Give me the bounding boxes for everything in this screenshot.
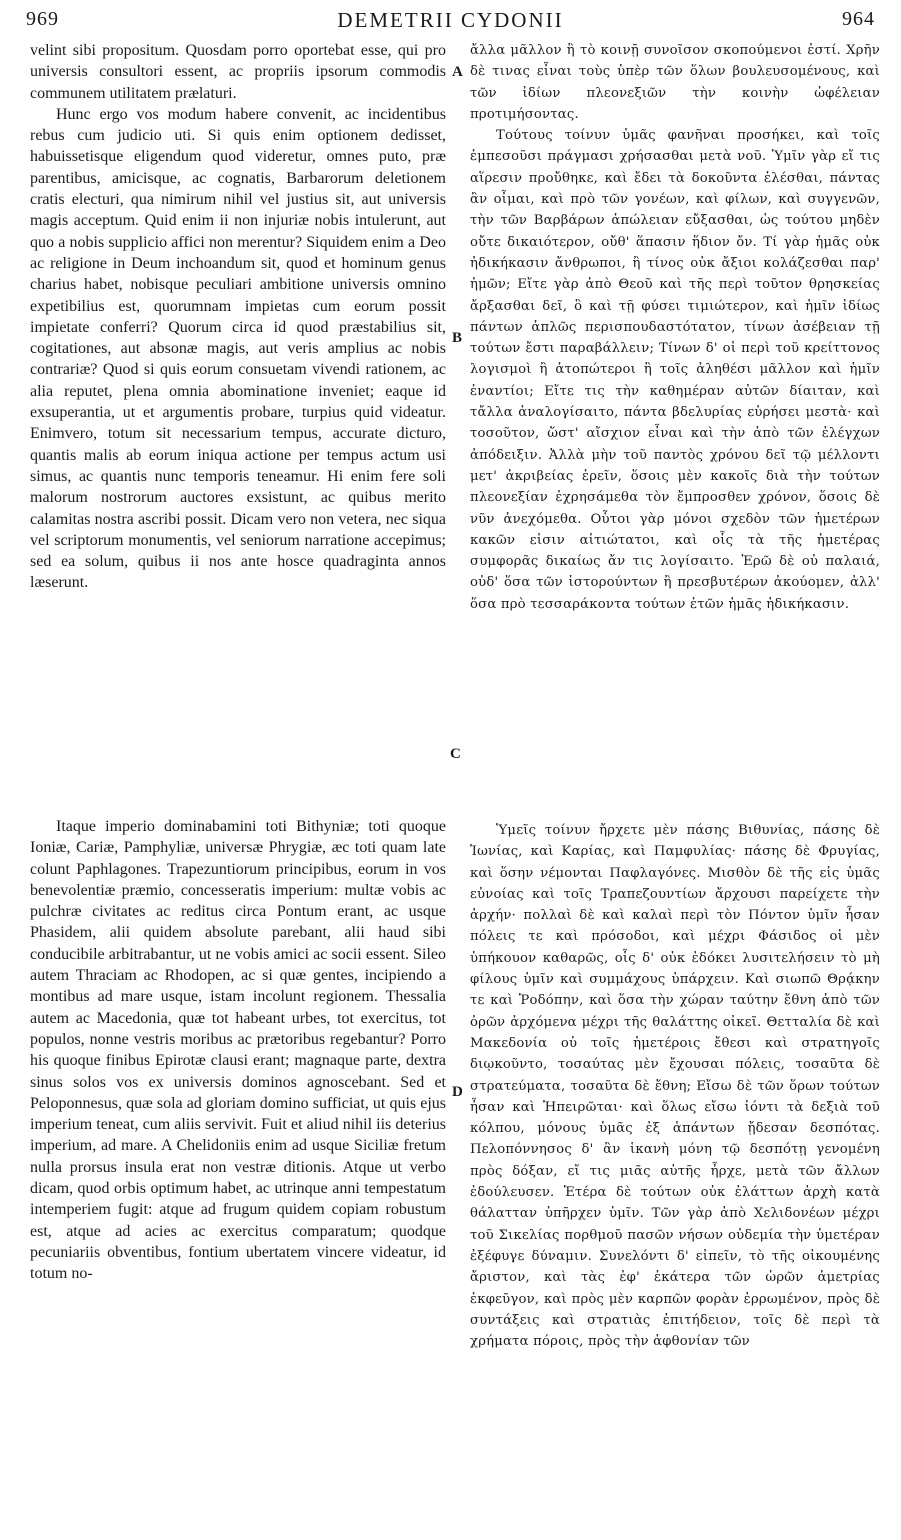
greek-paragraph-1: ἄλλα μᾶλλον ἢ τὸ κοινῇ συνοῖσον σκοπούμενοι ἐστί. Χρῆν δὲ τινας εἶναι τοὺς ὑπὲρ τῶν ὅλων βουλευσομένους, καὶ τῶν ἰδίων πλεονεξιῶν τὴν κοινὴν ὠφέλειαν προτιμήσοντας. (470, 43, 880, 122)
latin-paragraph-2: Hunc ergo vos modum habere convenit, ac incidentibus rebus cum judicio uti. Si quis enim optionem dedisset, habuissetisque eligendum quod videretur, omnes puto, præ parentibus, amicisque, ac cognatis, Barbarorum deletionem cratis electuri, qua nimirum nihil vel justius sit, aut universis magis acceptum. Quid enim ii non injuriæ nobis intulerunt, aut quo a nobis supplicio affici non merentur? Siquidem enim a Deo ac religione in Deum inchoandum sit, quod et hominum genus charius habet, nobisque peculiari ambitione universis omnino expetibilius est, quorumnam impietas cum eorum possit impietate conferri? Quorum circa id quod præstabilius sit, cogitationes, aut absonæ magis, aut veris amplius ac nobis contrariæ? Quod si quis eorum consuetam vivendi rationem, ac alia reputet, plena omnia abominatione inveniet; eaque id exsuperantia, ut et argumentis probare, turpius quid videatur. Enimvero, totum sit necessarium tempus, accurate dicturo, quantis malis ab eorum iniqua actione per tempus actum usi simus, ac quantis nunc temporis teneamur. Hi enim fere soli malorum nostrorum auctores exsistunt, ac quibus merito calamitas nostra ascribi possit. Dicam vero non vetera, nec siqua vel scriptorum monumentis, vel seniorum narratione accepimus; sed ea solum, quibus ii nos ante hosce quadraginta annos læserunt. (30, 105, 446, 592)
margin-letter-d: D (452, 1084, 463, 1100)
margin-letter-c: C (450, 746, 461, 762)
latin-paragraph-3: Itaque imperio dominabamini toti Bithyniæ; toti quoque Ioniæ, Cariæ, Pamphyliæ, universæ Phrygiæ, æc toti quam late colunt Paphlagones. Trapezuntiorum principibus, eorum in vos benevolentiæ præmio, concesseratis imperium: multæ vobis ac pulchræ civitates ac reditus circa Pontum erant, ac usque Phasidem, alii quidem absolute parebant, alii haud sibi conducibile arbitrabantur, ut ne vobis amici ac socii essent. Sileo autem Thraciam ac Rhodopen, ac si quæ gentes, incipiendo a montibus ad mare usque, istam incolunt regionem. Thessalia autem ac Macedonia, quæ tot habeant urbes, tot exercitus, tot populos, nonne vestris moribus ac prætoribus regebantur? Porro his quoque finibus Epirotæ clausi erant; magnaque parte, dextra sinus solos vos ex universis dominos agnoscebant. Sed et Peloponnesus, quæ sola ad gloriam domino sufficiat, ut quis ejus imperium teneat, cum aliis servivit. Fuit et aliud nihil iis deterius imperium, ad mare. A Chelidoniis enim ad usque Siciliæ fretum nulla prorsus insula erat non vestræ ditionis. Atque ut verbo dicam, quod orbis optimum habet, ac utrinque anni tempestatum intemperiem fugit: atque ad frugum quidem copiam robustum est, atque ad acies ac exercitus comparatum; quodque pecuniariis obventibus, fontium ubertatem vincere videatur, id totum no- (30, 818, 446, 1283)
latin-block-lower (30, 816, 446, 1285)
margin-letter-b: B (452, 330, 463, 346)
margin-letter-a: A (452, 64, 463, 80)
latin-block-upper (30, 40, 446, 594)
greek-paragraph-2: Τούτους τοίνυν ὑμᾶς φανῆναι προσήκει, καὶ τοῖς ἐμπεσοῦσι πράγμασι χρήσασθαι μετὰ νοῦ. Ὑμῖν γὰρ εἴ τις αἵρεσιν προὔθηκε, καὶ ἔδει τὰ δοκοῦντα ἑλέσθαι, πάντας ἂν οἶμαι, καὶ πρὸ τῶν γονέων, καὶ φίλων, καὶ συγγενῶν, τὴν τῶν Βαρβάρων ἀπώλειαν εὔξασθαι, ὡς τούτου μηδὲν οὔτε δικαιότερον, οὔθ' ἅπασιν ἥδιον ὄν. Τί γὰρ ἡμᾶς οὐκ ἠδικήκασιν ἄνθρωποι, ἢ τίνος οὐκ ἄξιοι κολάζεσθαι παρ' ἡμῶν; Εἴτε γὰρ ἀπὸ Θεοῦ καὶ τῆς περὶ τοῦτον θρησκείας ἄρξασθαι δεῖ, ὃ καὶ τῇ φύσει τιμιώτερον, καὶ ἡμῖν ἰδίως πάντων ἁπλῶς περισπουδαστότατον, τίνων ἀσέβειαν τῇ τούτων ἔστι παραβάλλειν; Τίνων δ' οἱ περὶ τοῦ κρείττονος λογισμοὶ ἢ ἀτοπώτεροι ἢ τοῖς ἀληθέσι μᾶλλον καὶ ἡμῖν ἐναντίοι; Εἴτε τις τὴν καθημέραν αὐτῶν δίαιταν, καὶ τἄλλα ἀναλογίσαιτο, πάντα βδελυρίας εὑρήσει μεστὰ· καὶ τοσοῦτον, ὥστ' αἴσχιον εἶναι καὶ τὴν ἀπὸ τῶν ἐλέγχων ἀπόδειξιν. Ἀλλὰ μὴν τοῦ παντὸς χρόνου δεῖ τῷ μέλλοντι μετ' ἀκριβείας ἐρεῖν, ὅσοις μὲν κακοῖς διὰ τὴν τούτων πλεονεξίαν ἐχρησάμεθα τὸν ἔμπροσθεν χρόνον, ὅσοις δὲ νῦν ἀνεχόμεθα. Οὗτοι γὰρ μόνοι σχεδὸν τῶν ἡμετέρων κακῶν εἰσιν αἰτιώτατοι, καὶ οἷς τὰ τῆς ἡμετέρας συμφορᾶς δικαίως ἄν τις λογίσαιτο. Ἐρῶ δὲ οὐ παλαιά, οὐδ' ὅσα τῶν ἱστορούντων ἢ πρεσβυτέρων ἀκούομεν, ἀλλ' ὅσα πρὸ τεσσαράκοντα τούτων ἐτῶν ἡμᾶς ἠδικήκασιν. (470, 128, 880, 612)
greek-paragraph-3: Ὑμεῖς τοίνυν ἤρχετε μὲν πάσης Βιθυνίας, πάσης δὲ Ἰωνίας, καὶ Καρίας, καὶ Παμφυλίας· πάσης δὲ Φρυγίας, καὶ ὅσην νέμονται Παφλαγόνες. Μισθὸν δὲ τῆς εἰς ὑμᾶς εὐνοίας καὶ τοῖς Τραπεζουντίων ἄρχουσι παρείχετε τὴν ἀρχήν· πολλαὶ δὲ καὶ καλαὶ περὶ τὸν Πόντον ὑμῖν ἦσαν πόλεις τε καὶ πρόσοδοι, καὶ μέχρι Φάσιδος οἱ μὲν ὑπήκουον καθαρῶς, οἷς δ' οὐκ ἐδόκει λυσιτελήσειν τὸ μὴ φίλους ὑμῖν καὶ συμμάχους ὑπάρχειν. Καὶ σιωπῶ Θρᾴκην τε καὶ Ῥοδόπην, καὶ ὅσα τὴν χώραν ταύτην ἔθνη ἀπὸ τῶν ὀρῶν ἀρχόμενα μέχρι τῆς θαλάττης οἰκεῖ. Θετταλία δὲ καὶ Μακεδονία οὐ τοῖς ἡμετέροις ἔθεσι καὶ στρατηγοῖς διῳκοῦντο, τοσαύτας μὲν ἔχουσαι πόλεις, τοσαῦτα δὲ στρατεύματα, τοσαῦτα δὲ ἔθνη; Εἴσω δὲ τῶν ὅρων τούτων ἦσαν καὶ Ἠπειρῶται· καὶ ὅλως εἴσω ἰόντι τὰ δεξιὰ τοῦ κόλπου, μόνους ὑμᾶς ἐξ ἁπάντων ᾔδεσαν δεσπότας. Πελοπόννησος δ' ἂν ἱκανὴ μόνη τῷ δεσπότῃ γενομένη πρὸς δόξαν, εἴ τις μιᾶς αὐτῆς ἦρχε, μετὰ τῶν ἄλλων ἐδούλευσεν. Ἑτέρα δὲ τούτων οὐκ ἐλάττων ἀρχὴ κατὰ θάλατταν ὑπῆρχεν ὑμῖν. Τῶν γὰρ ἀπὸ Χελιδονέων μέχρι τοῦ Σικελίας πορθμοῦ πασῶν νήσων οὐδεμία τὴν ὑμετέραν ἐξέφυγε δύναμιν. Συνελόντι δ' εἰπεῖν, τὸ τῆς οἰκουμένης ἄριστον, καὶ τὰς ἐφ' ἑκάτερα τῶν ὡρῶν ἀμετρίας ἐκφεῦγον, καὶ πρὸς μὲν καρπῶν φορὰν ἐρρωμένον, πρὸς δὲ συντάξεις καὶ στρατιὰς ἐπιτήδειον, τοῖς δὲ περὶ τὰ χρήματα πόροις, πρὸς τὴν ἀφθονίαν τῶν (470, 823, 880, 1350)
running-head (26, 8, 875, 38)
greek-block-lower (470, 820, 880, 1352)
greek-block-upper (470, 40, 880, 615)
running-title: DEMETRII CYDONII (337, 8, 564, 32)
latin-column (30, 40, 446, 1538)
page-number-left: 969 (26, 8, 59, 30)
page-number-right: 964 (842, 8, 875, 30)
greek-column (470, 40, 880, 1538)
latin-paragraph-1: velint sibi propositum. Quosdam porro oportebat esse, qui pro universis consultori essent, ac propriis ipsorum commodis communem utilitatem prælaturi. (30, 42, 446, 102)
